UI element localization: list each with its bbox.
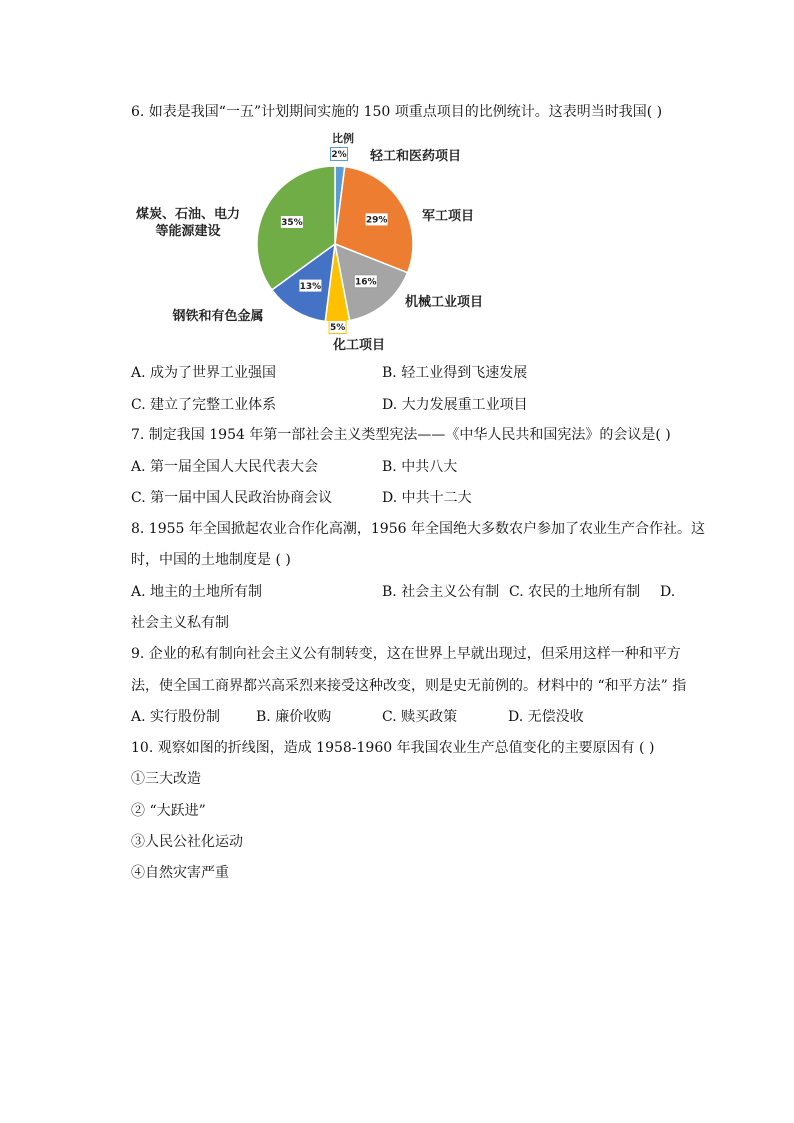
- pie-percent-label-military: 29%: [365, 215, 388, 226]
- q8-option-c[interactable]: C. 农民的土地所有制: [509, 584, 641, 600]
- q7-option-c[interactable]: C. 第一届中国人民政治协商会议: [131, 490, 333, 506]
- q10-stem: 10. 观察如图的折线图，造成 1958-1960 年我国农业生产总值变化的主要原因有 ( ): [131, 740, 655, 756]
- pie-percent-label-chemical: 5%: [329, 323, 346, 334]
- q9-option-b[interactable]: B. 廉价收购: [256, 709, 332, 725]
- q8-stem-line-2: 时，中国的土地制度是 ( ): [131, 552, 291, 568]
- pie-category-label-light-industry: 轻工和医药项目: [370, 149, 462, 164]
- q6-option-d[interactable]: D. 大力发展重工业项目: [382, 397, 528, 413]
- q6-option-c[interactable]: C. 建立了完整工业体系: [131, 397, 277, 413]
- q6-option-a[interactable]: A. 成为了世界工业强国: [131, 365, 277, 381]
- q8-option-b[interactable]: B. 社会主义公有制: [382, 584, 500, 600]
- pie-percent-label-steel: 13%: [299, 281, 322, 292]
- q7-option-b[interactable]: B. 中共八大: [382, 459, 458, 475]
- pie-category-label-military: 军工项目: [422, 209, 475, 224]
- pie-category-label-chemical: 化工项目: [332, 338, 386, 353]
- q8-option-d-text: 社会主义私有制: [131, 615, 229, 631]
- pie-slices: [257, 166, 413, 322]
- pie-percent-label-energy: 35%: [281, 218, 303, 229]
- q9-option-a[interactable]: A. 实行股份制: [131, 709, 221, 725]
- q7-stem: 7. 制定我国 1954 年第一部社会主义类型宪法——《中华人民共和国宪法》的会议是( ): [131, 427, 671, 443]
- q6-option-b[interactable]: B. 轻工业得到飞速发展: [382, 365, 528, 381]
- q8-stem-line-1: 8. 1955 年全国掀起农业合作化高潮，1956 年全国绝大多数农户参加了农业生产合作社。这: [131, 521, 705, 537]
- q10-item-1: ①三大改造: [131, 771, 201, 787]
- q8-option-d[interactable]: D.: [660, 584, 676, 600]
- q8-option-a[interactable]: A. 地主的土地所有制: [131, 584, 263, 600]
- q9-option-d[interactable]: D. 无偿没收: [508, 709, 584, 725]
- q9-stem-line-1: 9. 企业的私有制向社会主义公有制转变，这在世界上早就出现过，但采用这样一种和平方: [131, 646, 681, 662]
- q6-stem: 6. 如表是我国“一五”计划期间实施的 150 项重点项目的比例统计。这表明当时我国( ): [131, 104, 663, 120]
- chart-title: 比例: [332, 132, 354, 145]
- q10-item-4: ④自然灾害严重: [131, 865, 229, 881]
- pie-chart: [120, 128, 520, 358]
- pie-category-label-energy: 煤炭、石油、电力等能源建设: [135, 207, 241, 239]
- pie-percent-label-machinery: 16%: [355, 277, 377, 288]
- pie-category-label-steel: 钢铁和有色金属: [172, 309, 264, 324]
- q10-item-2: ② “大跃进”: [131, 803, 206, 819]
- q7-option-a[interactable]: A. 第一届全国人大民代表大会: [131, 459, 319, 475]
- pie-percent-label-light-industry: 2%: [331, 150, 347, 161]
- q7-option-d[interactable]: D. 中共十二大: [382, 490, 472, 506]
- q10-item-3: ③人民公社化运动: [131, 834, 243, 850]
- pie-category-label-machinery: 机械工业项目: [405, 295, 484, 310]
- q9-stem-line-2: 法，使全国工商界都兴高采烈来接受这种改变，则是史无前例的。材料中的 “和平方法” 指: [131, 678, 687, 694]
- q9-option-c[interactable]: C. 赎买政策: [382, 709, 458, 725]
